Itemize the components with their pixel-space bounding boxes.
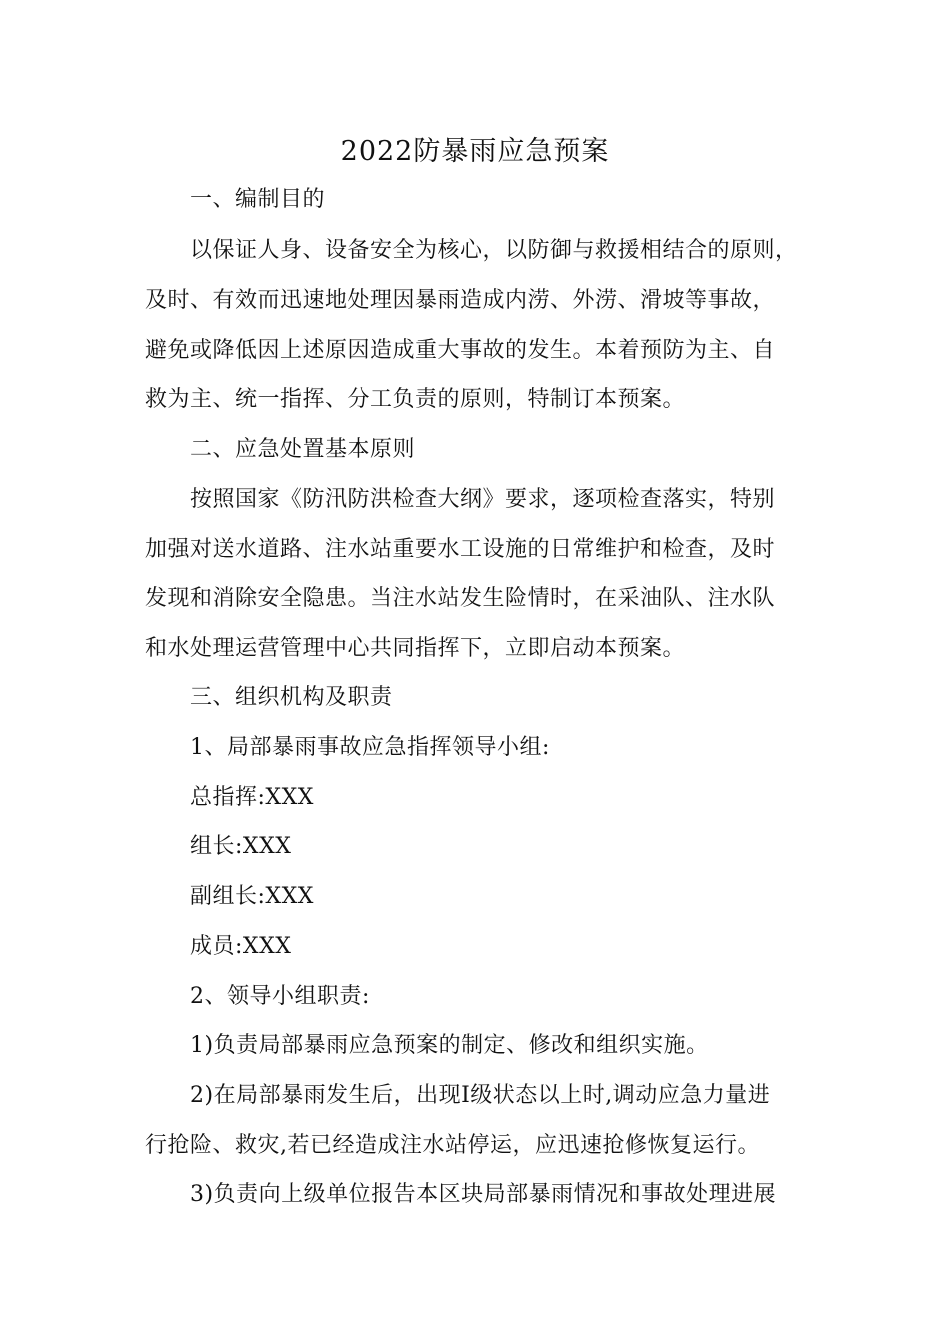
list-item: 3)负责向上级单位报告本区块局部暴雨情况和事故处理进展 (190, 1182, 777, 1207)
list-item: 副组长:XXX (190, 884, 314, 909)
paragraph-line: 和水处理运营管理中心共同指挥下，立即启动本预案。 (145, 636, 686, 661)
list-item: 成员:XXX (190, 934, 292, 959)
list-item: 组长:XXX (190, 834, 292, 859)
list-item: 总指挥:XXX (190, 785, 314, 810)
subheading-leadership-group: 1、局部暴雨事故应急指挥领导小组: (190, 735, 550, 760)
section-heading-principles: 二、应急处置基本原则 (190, 437, 416, 462)
list-item: 2)在局部暴雨发生后，出现Ⅰ级状态以上时,调动应急力量进 (190, 1083, 771, 1108)
document-title: 2022防暴雨应急预案 (340, 136, 610, 167)
section-heading-organization: 三、组织机构及职责 (190, 685, 393, 710)
list-item: 1)负责局部暴雨应急预案的制定、修改和组织实施。 (190, 1033, 709, 1058)
paragraph-line: 行抢险、救灾,若已经造成注水站停运，应迅速抢修恢复运行。 (145, 1133, 760, 1158)
paragraph-line: 按照国家《防汛防洪检查大纲》要求，逐项检查落实，特别 (190, 487, 776, 512)
subheading-duties: 2、领导小组职责: (190, 984, 370, 1009)
paragraph-line: 救为主、统一指挥、分工负责的原则，特制订本预案。 (145, 387, 686, 412)
paragraph-line: 避免或降低因上述原因造成重大事故的发生。本着预防为主、自 (145, 338, 776, 363)
paragraph-line: 以保证人身、设备安全为核心，以防御与救援相结合的原则， (190, 238, 798, 263)
paragraph-line: 及时、有效而迅速地处理因暴雨造成内涝、外涝、滑坡等事故， (145, 288, 776, 313)
paragraph-line: 发现和消除安全隐患。当注水站发生险情时，在采油队、注水队 (145, 586, 776, 611)
section-heading-purpose: 一、编制目的 (190, 187, 326, 212)
paragraph-line: 加强对送水道路、注水站重要水工设施的日常维护和检查，及时 (145, 537, 776, 562)
